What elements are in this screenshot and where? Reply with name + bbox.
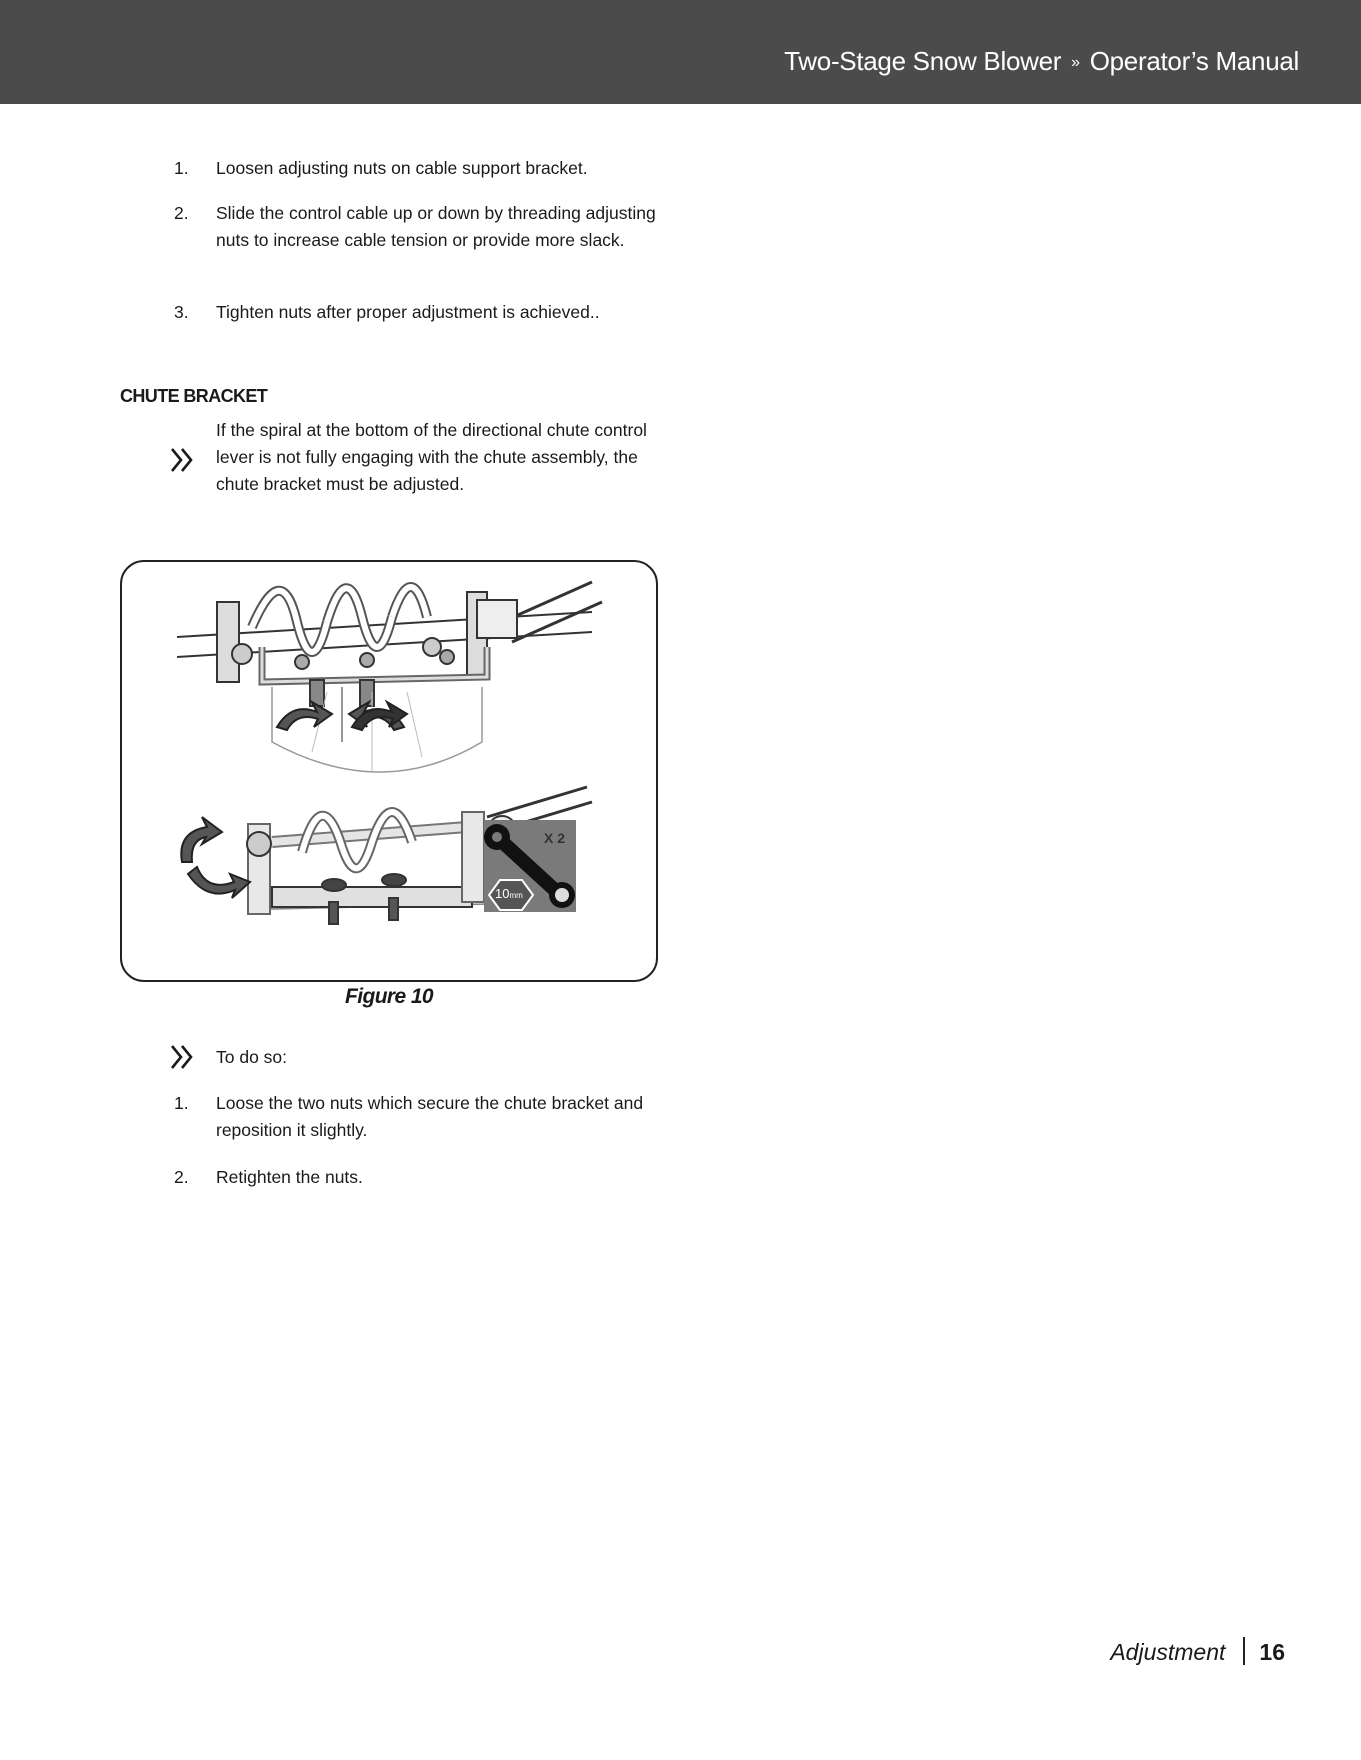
note-text: If the spiral at the bottom of the directional chute control lever is not fully engaging with the chute assembly, the chute bracket must be adjusted. — [216, 420, 647, 494]
note-text: To do so: — [216, 1047, 288, 1067]
header-title — [784, 46, 1299, 77]
manual-title: Operator’s Manual — [1089, 46, 1299, 76]
figure-caption: Figure 10 — [345, 985, 433, 1008]
document-title: Two-Stage Snow Blower — [784, 46, 1062, 76]
step-number: 1. — [174, 1093, 189, 1113]
step-number: 3. — [174, 302, 189, 322]
page-footer — [1110, 1637, 1285, 1666]
footer-section: Adjustment — [1110, 1639, 1226, 1665]
double-chevron-right-icon — [168, 445, 198, 475]
tool-size-value: 10 — [495, 886, 510, 901]
chute-bracket-diagram — [122, 562, 656, 980]
header-separator: » — [1071, 54, 1080, 71]
page-header — [0, 0, 1361, 104]
step-text: Slide the control cable up or down by threading adjusting nuts to increase cable tension or provide more slack. — [216, 203, 656, 250]
tool-quantity: X 2 — [544, 830, 566, 846]
step-text: Loose the two nuts which secure the chute bracket and reposition it slightly. — [216, 1093, 644, 1140]
step-number: 1. — [174, 158, 189, 178]
step-number: 2. — [174, 203, 189, 223]
step-text: Tighten nuts after proper adjustment is achieved.. — [216, 302, 600, 322]
footer-divider — [1243, 1637, 1245, 1665]
figure-10-illustration — [120, 560, 658, 982]
rotate-arrow-icon — [181, 817, 250, 898]
step-text: Loosen adjusting nuts on cable support bracket. — [216, 158, 588, 178]
tool-size-unit: mm — [509, 891, 523, 900]
double-chevron-right-icon — [168, 1042, 198, 1072]
step-number: 2. — [174, 1167, 189, 1187]
page-number: 16 — [1259, 1639, 1285, 1665]
section-heading: CHUTE BRACKET — [120, 386, 268, 406]
tool-size — [495, 886, 523, 901]
step-text: Retighten the nuts. — [216, 1167, 363, 1187]
